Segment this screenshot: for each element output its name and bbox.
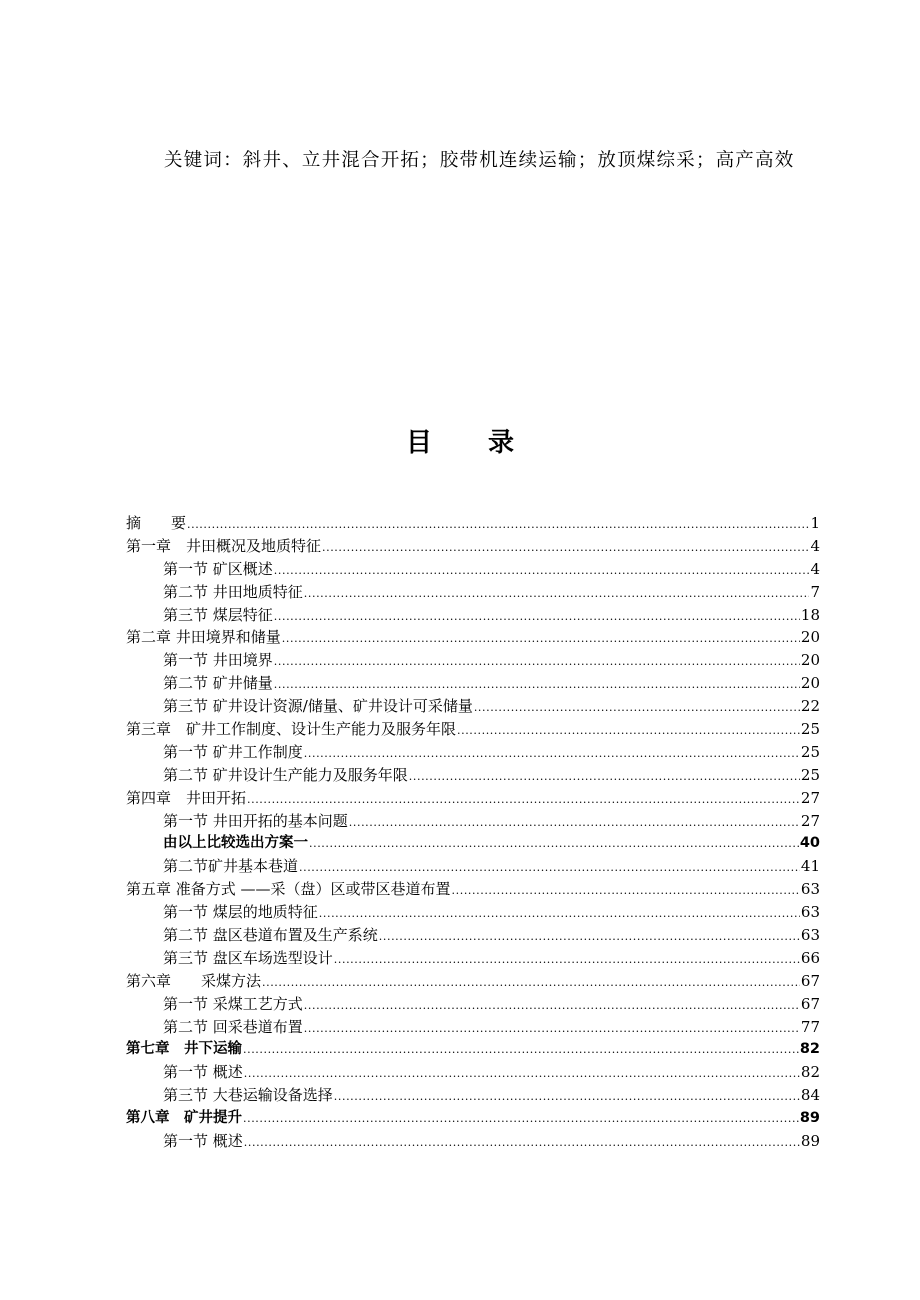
toc-entry-label: 第二章 井田境界和储量: [126, 628, 281, 647]
toc-page-number: 66: [800, 948, 820, 967]
toc-entry[interactable]: [126, 1061, 820, 1084]
toc-entry-label: 第一节 煤层的地质特征: [163, 903, 318, 922]
toc-entry-label: 第六章 采煤方法: [126, 971, 262, 990]
toc-entry-label: 第一节 井田开拓的基本问题: [163, 811, 348, 830]
toc-entry-label: 第二节矿井基本巷道: [163, 857, 299, 876]
toc-entry[interactable]: [126, 810, 820, 833]
toc-page-number: 67: [800, 971, 820, 990]
toc-entry[interactable]: [126, 581, 820, 604]
toc-entry-label: 摘 要: [126, 514, 187, 532]
toc-dot-leader: [244, 1132, 800, 1155]
toc-dot-leader: [299, 857, 800, 880]
toc-entry[interactable]: [126, 695, 820, 718]
toc-dot-leader: [409, 766, 800, 789]
toc-page-number: 63: [800, 926, 820, 945]
toc-entry-label: 第八章 矿井提升: [126, 1110, 242, 1127]
toc-dot-leader: [274, 606, 800, 629]
toc-dot-leader: [319, 903, 800, 926]
toc-entry[interactable]: [126, 993, 820, 1016]
toc-page-number: 20: [800, 628, 820, 647]
toc-entry[interactable]: [126, 878, 820, 901]
toc-dot-leader: [379, 926, 800, 949]
toc-entry-label: 第二节 矿井储量: [163, 674, 273, 693]
toc-dot-leader: [244, 1063, 800, 1086]
toc-dot-leader: [334, 949, 800, 972]
toc-page-number: 41: [800, 857, 820, 876]
toc-title-char-2: 录: [488, 428, 515, 458]
toc-page-number: 7: [810, 582, 820, 601]
toc-title-char-1: 目: [405, 428, 432, 458]
toc-entry-label: 第三节 盘区车场选型设计: [163, 948, 333, 967]
toc-entry[interactable]: [126, 764, 820, 787]
toc-page-number: 25: [800, 742, 820, 761]
toc-page-number: 25: [800, 765, 820, 784]
toc-entry-label: 第三节 大巷运输设备选择: [163, 1086, 333, 1105]
toc-entry[interactable]: [126, 512, 820, 535]
toc-entry[interactable]: [126, 970, 820, 993]
toc-entry[interactable]: [126, 604, 820, 627]
toc-dot-leader: [304, 743, 800, 766]
toc-dot-leader: [457, 720, 800, 743]
toc-page-number: 84: [800, 1086, 820, 1105]
toc-entry[interactable]: [126, 558, 820, 581]
toc-entry-label: 第一节 井田境界: [163, 651, 273, 670]
toc-entry-label: 第一节 概述: [163, 1063, 243, 1082]
toc-entry[interactable]: [126, 1130, 820, 1153]
toc-page-number: 1: [810, 514, 820, 532]
toc-page-number: 27: [800, 811, 820, 830]
toc-entry[interactable]: [126, 855, 820, 878]
toc-entry-label: 第二节 回采巷道布置: [163, 1017, 303, 1036]
toc-dot-leader: [243, 1108, 799, 1131]
toc-page-number: 25: [800, 720, 820, 739]
toc-page-number: 18: [800, 605, 820, 624]
toc-page-number: 20: [800, 674, 820, 693]
toc-dot-leader: [304, 583, 810, 606]
toc-dot-leader: [274, 651, 800, 674]
toc-entry[interactable]: [126, 718, 820, 741]
keywords-paragraph: 关键词：斜井、立井混合开拓；胶带机连续运输；放顶煤综采；高产高效: [164, 150, 795, 171]
toc-title: [0, 423, 920, 463]
toc-entry[interactable]: [126, 741, 820, 764]
toc-dot-leader: [349, 812, 800, 835]
toc-page-number: 4: [810, 559, 820, 578]
toc-entry[interactable]: [126, 832, 820, 855]
toc-dot-leader: [262, 972, 800, 995]
toc-entry-label: 第三章 矿井工作制度、设计生产能力及服务年限: [126, 720, 457, 739]
toc-entry-label: 第一节 采煤工艺方式: [163, 994, 303, 1013]
toc-entry[interactable]: [126, 787, 820, 810]
toc-page-number: 63: [800, 903, 820, 922]
toc-entry-label: 第一章 井田概况及地质特征: [126, 536, 322, 555]
toc-dot-leader: [243, 1039, 799, 1062]
table-of-contents: [126, 512, 820, 1153]
toc-page-number: 40: [799, 835, 820, 852]
toc-page-number: 27: [800, 788, 820, 807]
toc-entry-label: 第三节 煤层特征: [163, 605, 273, 624]
toc-entry[interactable]: [126, 947, 820, 970]
toc-dot-leader: [187, 514, 809, 537]
toc-page-number: 67: [800, 994, 820, 1013]
toc-entry[interactable]: [126, 626, 820, 649]
toc-page-number: 22: [800, 697, 820, 716]
toc-dot-leader: [474, 697, 800, 720]
toc-entry-label: 第四章 井田开拓: [126, 788, 247, 807]
toc-dot-leader: [304, 995, 800, 1018]
toc-entry[interactable]: [126, 1084, 820, 1107]
toc-entry[interactable]: [126, 672, 820, 695]
toc-entry[interactable]: [126, 649, 820, 672]
toc-page-number: 63: [800, 880, 820, 899]
toc-entry[interactable]: [126, 924, 820, 947]
toc-entry-label: 第二节 矿井设计生产能力及服务年限: [163, 765, 408, 784]
toc-dot-leader: [334, 1086, 800, 1109]
toc-dot-leader: [282, 628, 800, 651]
toc-entry-label: 第七章 井下运输: [126, 1041, 242, 1058]
toc-entry[interactable]: [126, 901, 820, 924]
toc-page-number: 82: [799, 1041, 820, 1058]
toc-dot-leader: [274, 560, 810, 583]
toc-entry-label: 第五章 准备方式 ——采（盘）区或带区巷道布置: [126, 880, 451, 899]
toc-entry-label: 第一节 概述: [163, 1132, 243, 1151]
toc-page-number: 82: [800, 1063, 820, 1082]
toc-dot-leader: [304, 1018, 800, 1041]
toc-entry-label: 第一节 矿区概述: [163, 559, 273, 578]
toc-entry[interactable]: [126, 1107, 820, 1130]
toc-entry-label: 第二节 盘区巷道布置及生产系统: [163, 926, 378, 945]
toc-page-number: 77: [800, 1017, 820, 1036]
toc-dot-leader: [274, 674, 800, 697]
toc-page-number: 20: [800, 651, 820, 670]
toc-entry-label: 由以上比较选出方案一: [163, 835, 308, 852]
toc-entry[interactable]: [126, 535, 820, 558]
toc-entry[interactable]: [126, 1016, 820, 1039]
toc-entry-label: 第三节 矿井设计资源/储量、矿井设计可采储量: [163, 697, 473, 716]
toc-page-number: 89: [799, 1110, 820, 1127]
toc-dot-leader: [309, 833, 799, 856]
toc-dot-leader: [247, 789, 800, 812]
toc-entry[interactable]: [126, 1038, 820, 1061]
toc-page-number: 4: [810, 536, 820, 555]
toc-dot-leader: [322, 537, 809, 560]
toc-entry-label: 第一节 矿井工作制度: [163, 742, 303, 761]
toc-page-number: 89: [800, 1132, 820, 1151]
toc-dot-leader: [452, 880, 800, 903]
toc-entry-label: 第二节 井田地质特征: [163, 582, 303, 601]
